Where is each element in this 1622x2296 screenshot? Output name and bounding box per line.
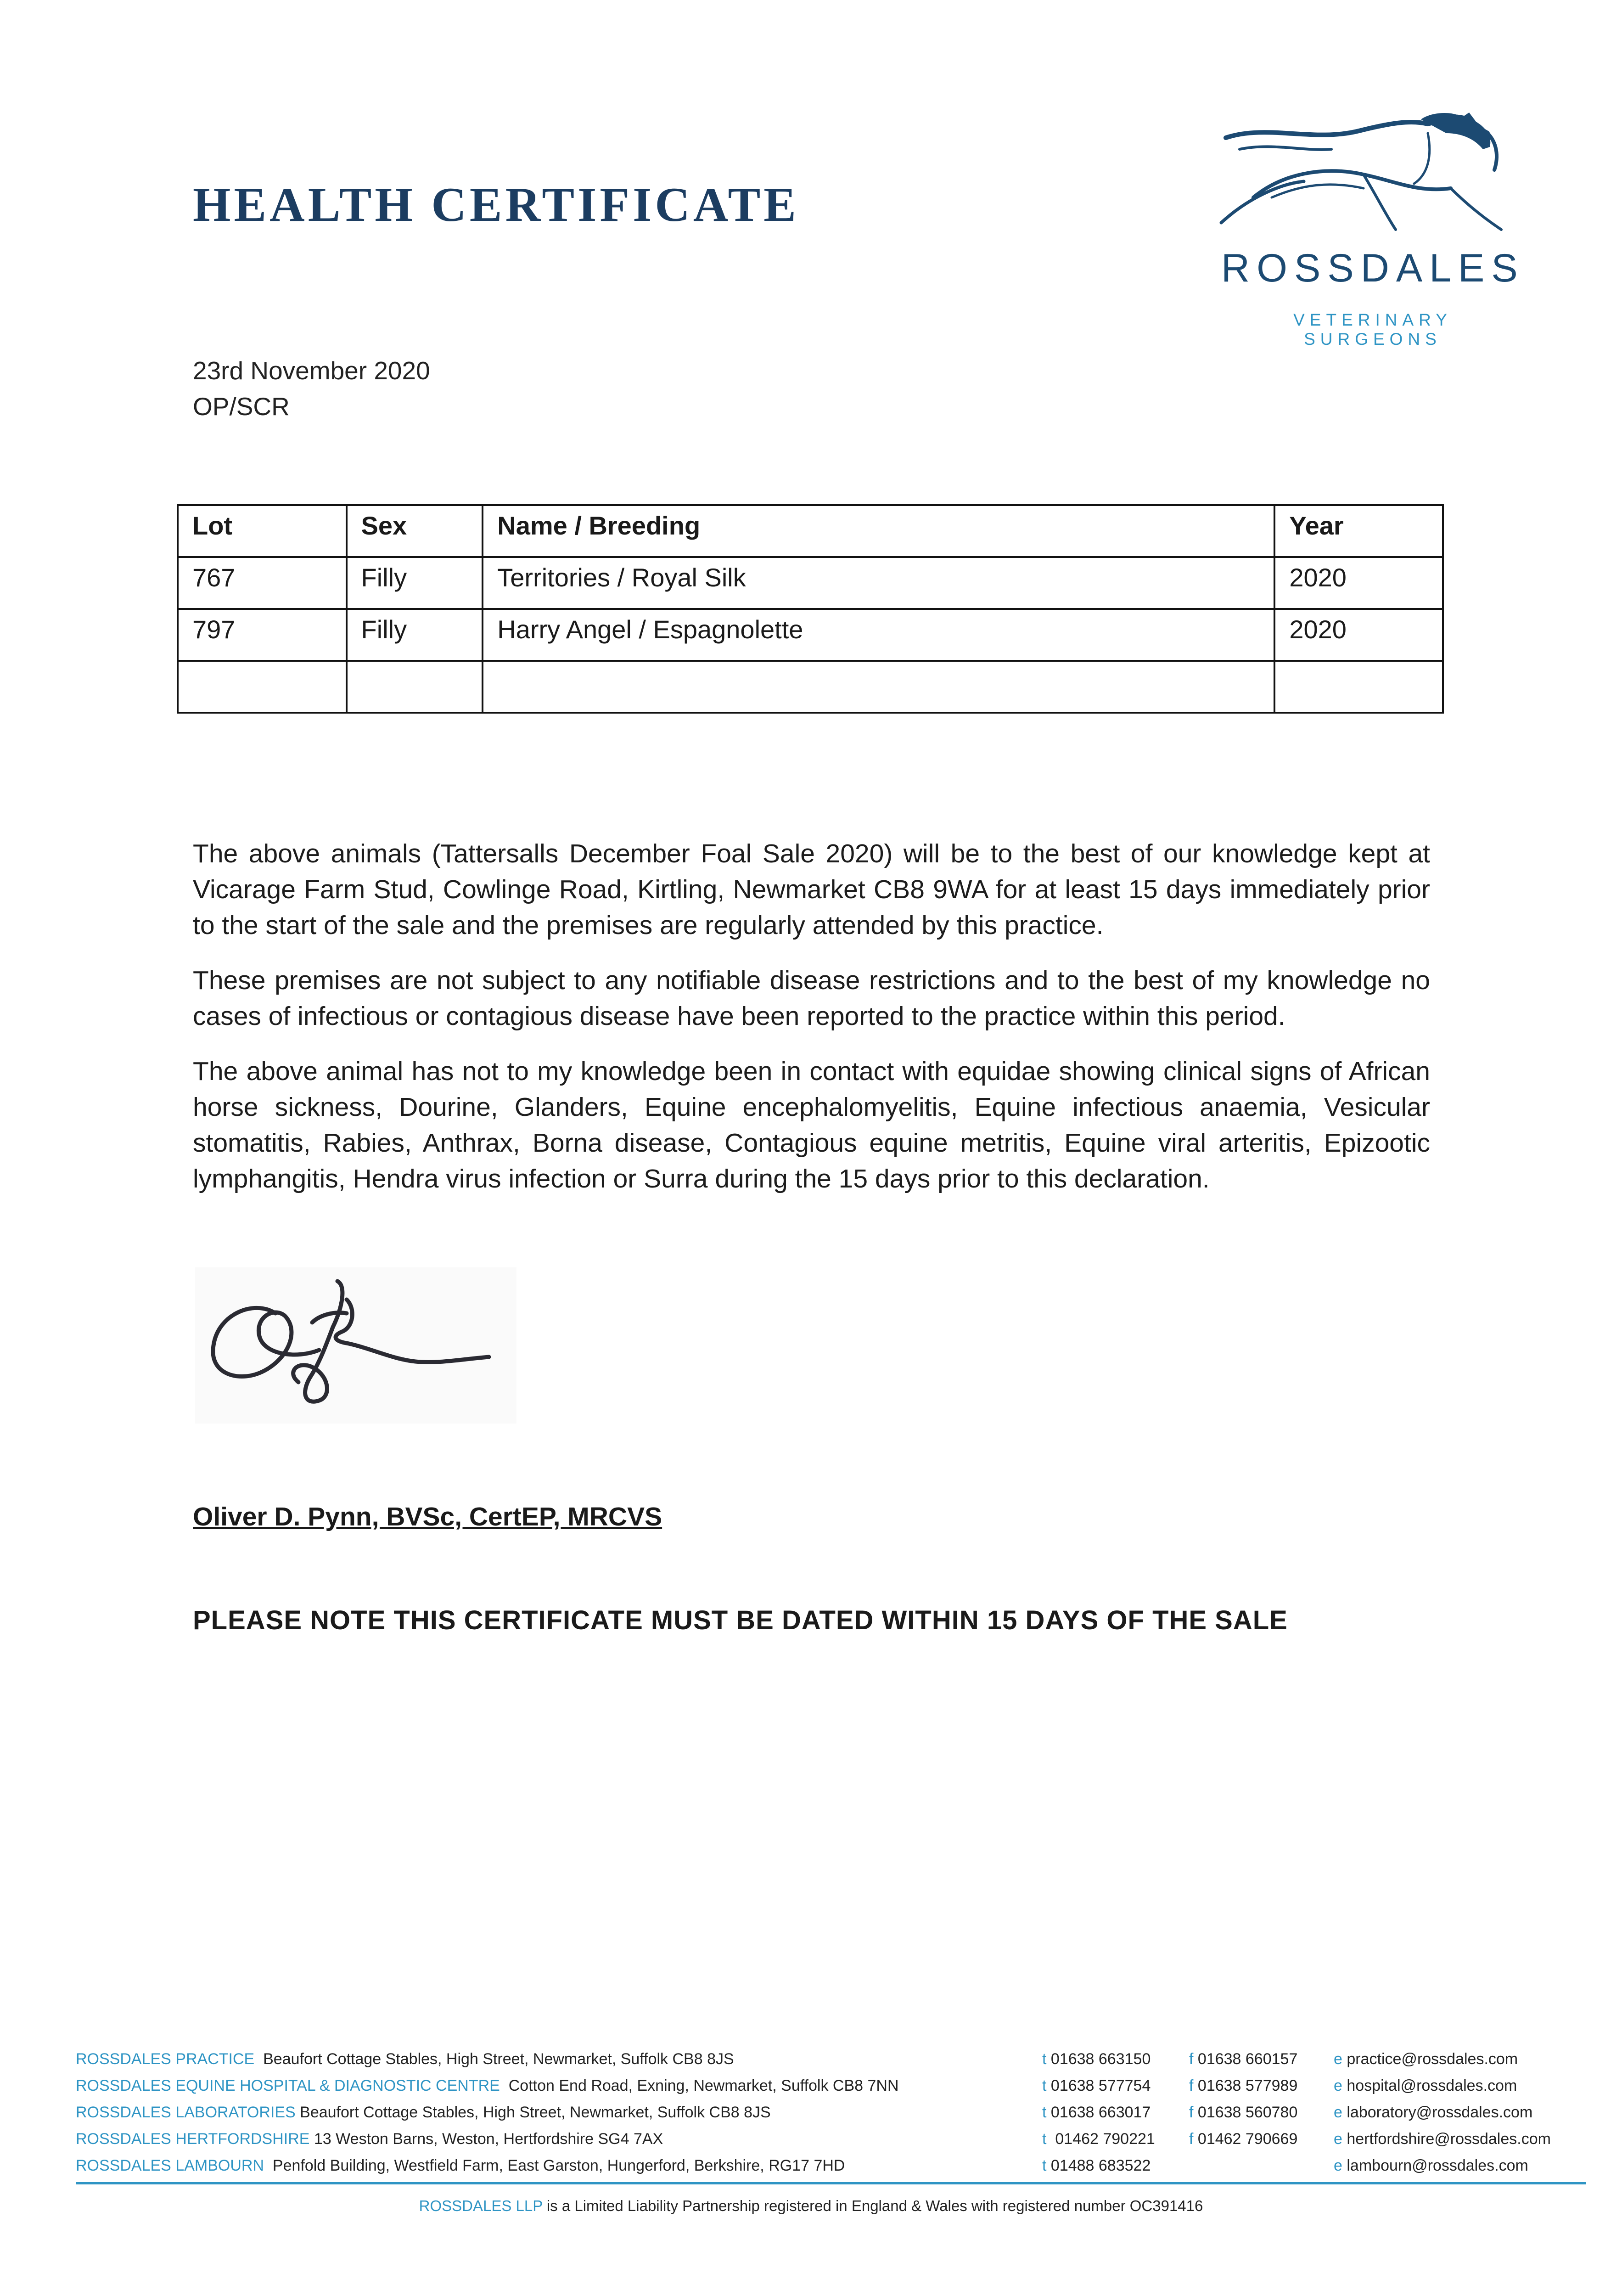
office-address: 13 Weston Barns, Weston, Hertfordshire SG4 7AX [314, 2130, 663, 2148]
office-telephone: 01488 683522 [1050, 2157, 1151, 2174]
office-fax: 01638 577989 [1197, 2077, 1298, 2094]
office-telephone: 01638 663017 [1050, 2104, 1151, 2121]
office-address: Penfold Building, Westfield Farm, East Garston, Hungerford, Berkshire, RG17 7HD [272, 2157, 845, 2174]
logo-subtitle: VETERINARY SURGEONS [1293, 310, 1452, 349]
cell-name-breeding [483, 661, 1274, 713]
footer-contacts [76, 2046, 1586, 2179]
logo-wordmark: ROSSDALES [1221, 246, 1525, 290]
cell-year: 2020 [1274, 557, 1443, 609]
letter-date: 23rd November 2020 [193, 356, 430, 385]
footer-divider [76, 2182, 1586, 2184]
office-email[interactable]: hospital@rossdales.com [1347, 2077, 1517, 2094]
llp-registration [0, 2197, 1622, 2215]
office-telephone: 01462 790221 [1055, 2130, 1155, 2148]
llp-name: ROSSDALES LLP [419, 2197, 543, 2214]
paragraph-disease-declaration: The above animal has not to my knowledge been in contact with equidae showing clinical signs of African horse sickness, Dourine, Glanders, Equine encephalomyelitis, Equine infectious anaemia, Vesicular stomatitis, Rabies, Anthrax, Borna disease, Contagious equine metritis, Equine viral arteritis, Epizootic lymphangitis, Hendra virus infection or Surra during the 15 days prior to this declaration. [193, 1057, 1430, 1193]
office-name: ROSSDALES HERTFORDSHIRE [76, 2130, 310, 2148]
footer-row: ROSSDALES LAMBOURN Penfold Building, Westfield Farm, East Garston, Hungerford, Berkshire, RG17 7HD t 01488 683522 e lambourn@rossdales.com [76, 2157, 1528, 2174]
office-email[interactable]: laboratory@rossdales.com [1347, 2104, 1533, 2121]
table-row-empty [178, 661, 1443, 713]
table-header-row [178, 505, 1443, 557]
paragraph-premises: The above animals (Tattersalls December Foal Sale 2020) will be to the best of our knowledge kept at Vicarage Farm Stud, Cowlinge Road, Kirtling, Newmarket CB8 9WA for at least 15 days immediately prior to the start of the sale and the premises are regularly attended by this practice. [193, 839, 1430, 940]
table-row [178, 609, 1443, 661]
office-address: Beaufort Cottage Stables, High Street, Newmarket, Suffolk CB8 8JS [263, 2050, 734, 2068]
table-row [178, 557, 1443, 609]
office-email[interactable]: hertfordshire@rossdales.com [1347, 2130, 1551, 2148]
office-telephone: 01638 577754 [1050, 2077, 1151, 2094]
cell-lot: 797 [178, 609, 347, 661]
cell-lot: 767 [178, 557, 347, 609]
lot-table [177, 504, 1444, 714]
paragraph-restrictions: These premises are not subject to any notifiable disease restrictions and to the best of my knowledge no cases of infectious or contagious disease have been reported to the practice within this period. [193, 966, 1430, 1031]
letter-meta [193, 353, 430, 424]
office-name: ROSSDALES LAMBOURN [76, 2157, 264, 2174]
cell-sex: Filly [347, 609, 483, 661]
office-email[interactable]: practice@rossdales.com [1347, 2050, 1518, 2068]
column-header-sex: Sex [347, 505, 483, 557]
letter-reference: OP/SCR [193, 392, 290, 421]
dating-notice: PLEASE NOTE THIS CERTIFICATE MUST BE DATED WITHIN 15 DAYS OF THE SALE [193, 1605, 1288, 1635]
signature-image [195, 1267, 516, 1424]
office-address: Beaufort Cottage Stables, High Street, Newmarket, Suffolk CB8 8JS [300, 2104, 771, 2121]
office-email[interactable]: lambourn@rossdales.com [1347, 2157, 1528, 2174]
llp-text: is a Limited Liability Partnership registered in England & Wales with registered number OC391416 [546, 2197, 1203, 2214]
horse-logo-icon [1212, 106, 1524, 335]
column-header-lot: Lot [178, 505, 347, 557]
office-address: Cotton End Road, Exning, Newmarket, Suffolk CB8 7NN [508, 2077, 899, 2094]
office-name: ROSSDALES EQUINE HOSPITAL & DIAGNOSTIC CENTRE [76, 2077, 500, 2094]
footer-row: ROSSDALES EQUINE HOSPITAL & DIAGNOSTIC CENTRE Cotton End Road, Exning, Newmarket, Suffolk CB8 7NN t 01638 577754 f 01638 577989 e hospital@rossdales.com [76, 2077, 1517, 2094]
footer-row: ROSSDALES HERTFORDSHIRE 13 Weston Barns, Weston, Hertfordshire SG4 7AX t 01462 790221 f 01462 790669 e hertfordshire@rossdales.com [76, 2130, 1551, 2148]
cell-lot [178, 661, 347, 713]
office-fax: 01638 660157 [1197, 2050, 1298, 2068]
footer-row: ROSSDALES LABORATORIES Beaufort Cottage Stables, High Street, Newmarket, Suffolk CB8 8JS t 01638 663017 f 01638 560780 e laboratory@rossdales.com [76, 2104, 1533, 2121]
column-header-year: Year [1274, 505, 1443, 557]
certificate-body [193, 836, 1430, 1216]
office-name: ROSSDALES LABORATORIES [76, 2104, 296, 2121]
cell-name-breeding: Territories / Royal Silk [483, 557, 1274, 609]
cell-year: 2020 [1274, 609, 1443, 661]
office-fax: 01638 560780 [1197, 2104, 1298, 2121]
cell-sex [347, 661, 483, 713]
cell-sex: Filly [347, 557, 483, 609]
cell-year [1274, 661, 1443, 713]
signatory-name: Oliver D. Pynn, BVSc, CertEP, MRCVS [193, 1502, 662, 1531]
office-name: ROSSDALES PRACTICE [76, 2050, 255, 2068]
footer-row: ROSSDALES PRACTICE Beaufort Cottage Stables, High Street, Newmarket, Suffolk CB8 8JS t 01638 663150 f 01638 660157 e practice@rossdales.com [76, 2050, 1518, 2068]
office-fax: 01462 790669 [1197, 2130, 1298, 2148]
cell-name-breeding: Harry Angel / Espagnolette [483, 609, 1274, 661]
column-header-name-breeding: Name / Breeding [483, 505, 1274, 557]
office-telephone: 01638 663150 [1050, 2050, 1151, 2068]
page-title: HEALTH CERTIFICATE [193, 178, 799, 231]
